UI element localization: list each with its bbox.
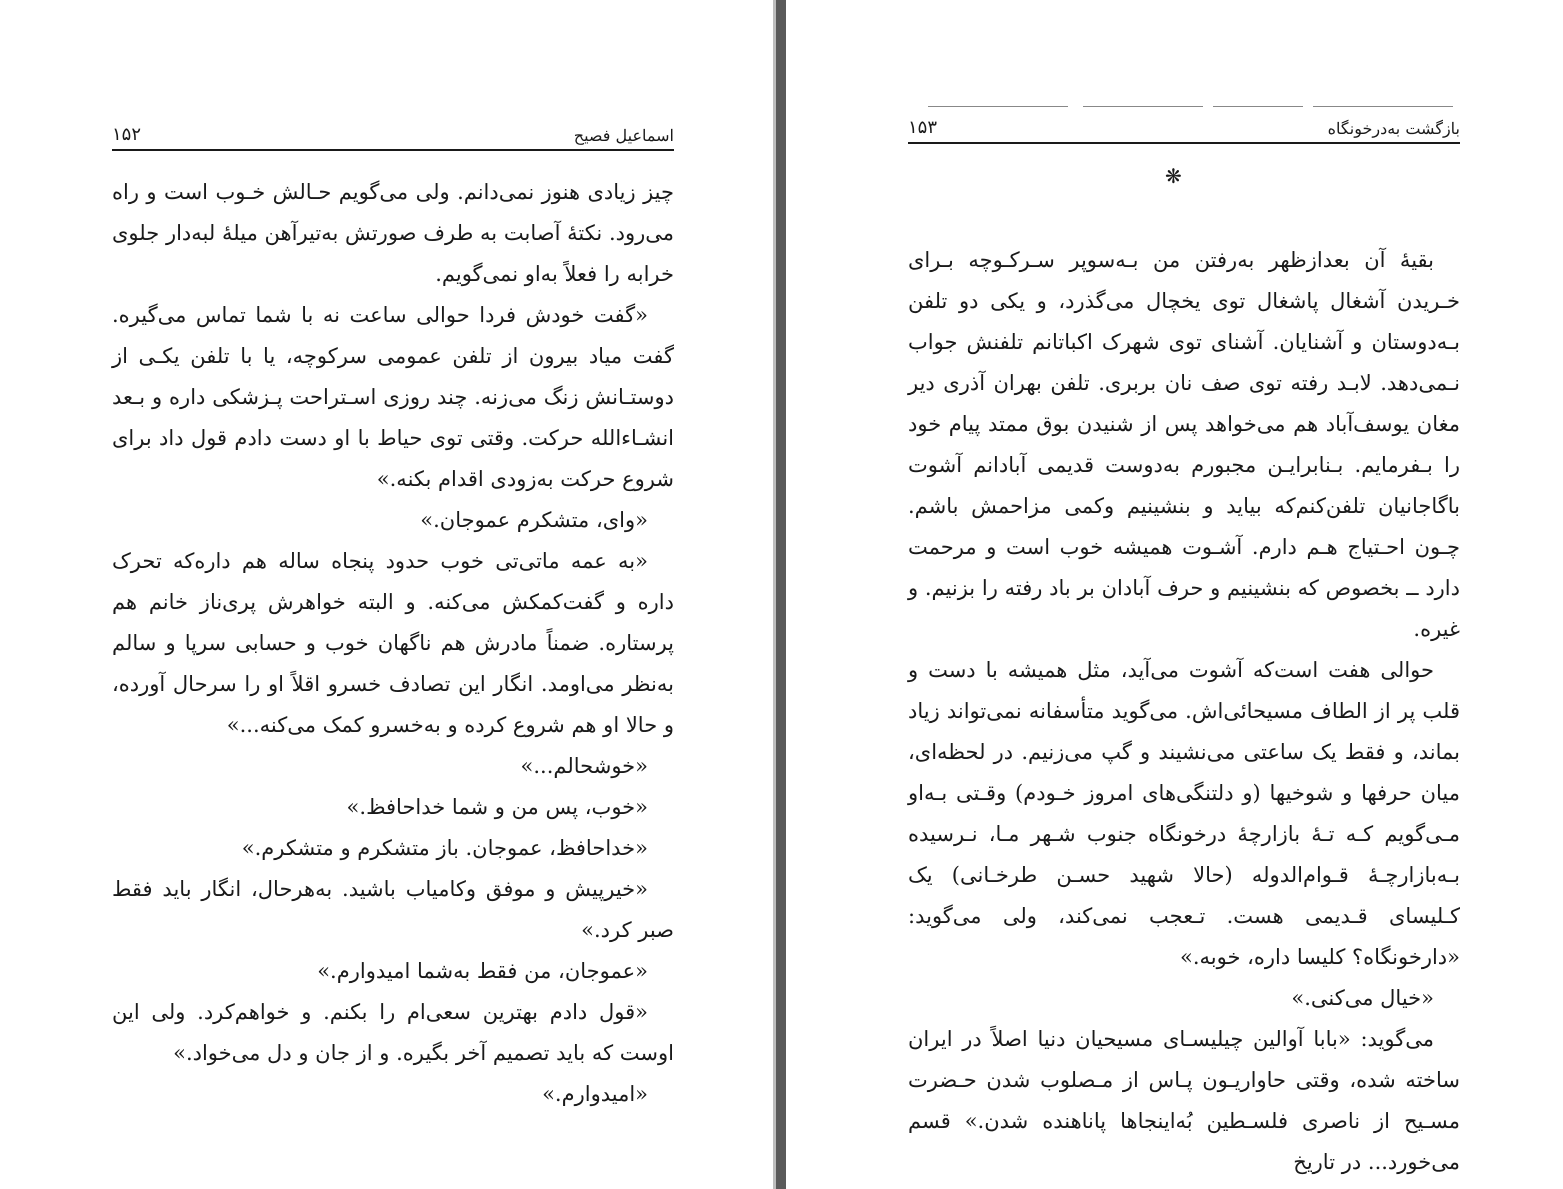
left-page [0, 0, 776, 1189]
paragraph: «خداحافظ، عموجان. باز متشکرم و متشکرم.» [241, 836, 648, 860]
left-running-header [112, 119, 674, 151]
paragraph: «گفت خودش فردا حوالی ساعت نه با شما تماس می‌گیره. گفت میاد بیرون از تلفن عمومی سرکوچه، یا با تلفن یکـی از دوستـانش زنگ می‌زنه. چند روزی اسـتراحت پـزشکی داره و بـعد انشـاءالله حرکت. وقتی توی حیاط با او دست دادم قول داد برای شروع حرکت به‌زودی اقدام بکنه.» [112, 303, 674, 491]
header-top-rule [908, 104, 1460, 110]
paragraph: می‌گوید: «بابا آوالین چیلیسـای مسیحیان دنیا اصلاً در ایران ساخته شده، وقتی حاواریـون پـاس از مـصلوب شدن حـضرت مسـیح از ناصری فلسـطین بُه‌اینجاها پاناهنده شدن.» قسم می‌خورد... در تاریخ [908, 1027, 1460, 1174]
paragraph: چیز زیادی هنوز نمی‌دانم. ولی می‌گویم حـالش خـوب است و راه می‌رود. نکتهٔ آصابت به طرف صورتش به‌تیرآهن میلهٔ لبه‌دار جلوی خرابه را فعلاً به‌او نمی‌گویم. [112, 180, 674, 286]
paragraph: «امیدوارم.» [542, 1082, 648, 1106]
running-header-book-title: بازگشت به‌درخونگاه [1327, 119, 1460, 138]
paragraph: «خیرپیش و موفق وکامیاب باشید. به‌هرحال، انگار باید فقط صبر کرد.» [112, 877, 674, 942]
paragraph: «به عمه ماتی‌تی خوب حدود پنجاه ساله هم داره‌که تحرک داره و گفت‌کمکش می‌کنه. و البته خواهرش پری‌ناز خانم هم پرستاره. ضمناً مادرش هم ناگهان خوب و حسابی سرپا و سالم به‌نظر می‌اومد. انگار این تصادف خسرو اقلاً او را سرحال آورده، و حالا او هم شروع کرده و به‌خسرو کمک می‌کنه...» [112, 549, 674, 737]
paragraph: حوالی هفت است‌که آشوت می‌آید، مثل همیشه با دست و قلب پر از الطاف مسیحائی‌اش. می‌گوید متأسفانه نمی‌تواند زیاد بماند، و فقط یک ساعتی می‌نشیند و گپ می‌زنیم. در لحظه‌ای، میان حرفها و شوخیها (و دلتنگی‌های امروز خـودم) وقـتی بـه‌او مـی‌گویم کـه تـهٔ بازارچهٔ درخونگاه جنوب شـهر مـا، نـرسیده بـه‌بازارچـهٔ قـوام‌الدوله (حالا شهید حسـن طرخـانی) یک کـلیسای قـدیمی هست. تـعجب نمی‌کند، ولی می‌گوید: «دارخونگاه؟ کلیسا داره، خوبه.» [908, 658, 1460, 969]
right-page [786, 0, 1563, 1189]
section-ornament-icon: ❋ [1165, 164, 1182, 188]
paragraph: بقیهٔ آن بعدازظهر به‌رفتن من بـه‌سوپر سـرکـوچه بـرای خـریدن آشغال پاشغال توی یخچال می‌گذرد، و یکی دو تلفن بـه‌دوستان و آشنایان. آشنای توی شهرک اکباتانم تلفنش جواب نـمی‌دهد. لابـد رفته توی صف نان بربری. تلفن بهران آذری دیر مغان یوسف‌آباد هم می‌خواهد پس از شنیدن بوق ممتد پیام خود را بـفرمایم. بـنابرایـن مجبورم به‌دوست قدیمی آبادانم آشوت باگاجانیان تلفن‌کنم‌که بیاید و بنشینیم وکمی مزاحمش باشم. چـون احـتیاج هـم دارم. آشـوت همیشه خوب است و مرحمت دارد ــ بخصوص که بنشینیم و حرف آبادان بر باد رفته را بزنیم. و غیره. [908, 248, 1460, 641]
paragraph: «عموجان، من فقط به‌شما امیدوارم.» [317, 959, 648, 983]
page-number-left: ۱۵۲ [112, 124, 142, 145]
left-page-body [112, 172, 674, 1115]
paragraph: «خیال می‌کنی.» [1291, 986, 1434, 1010]
paragraph: «خوشحالم...» [520, 754, 648, 778]
paragraph: «وای، متشکرم عموجان.» [420, 508, 648, 532]
paragraph: «خوب، پس من و شما خداحافظ.» [346, 795, 648, 819]
right-running-header [908, 112, 1460, 144]
paragraph: «قول دادم بهترین سعی‌ام را بکنم. و خواهم‌کرد. ولی این اوست که باید تصمیم آخر بگیره. و از جان و دل می‌خواد.» [112, 1000, 674, 1065]
book-gutter [776, 0, 786, 1189]
running-header-author: اسماعیل فصیح [573, 126, 674, 145]
page-number-right: ۱۵۳ [908, 117, 938, 138]
right-page-body [908, 240, 1460, 1183]
